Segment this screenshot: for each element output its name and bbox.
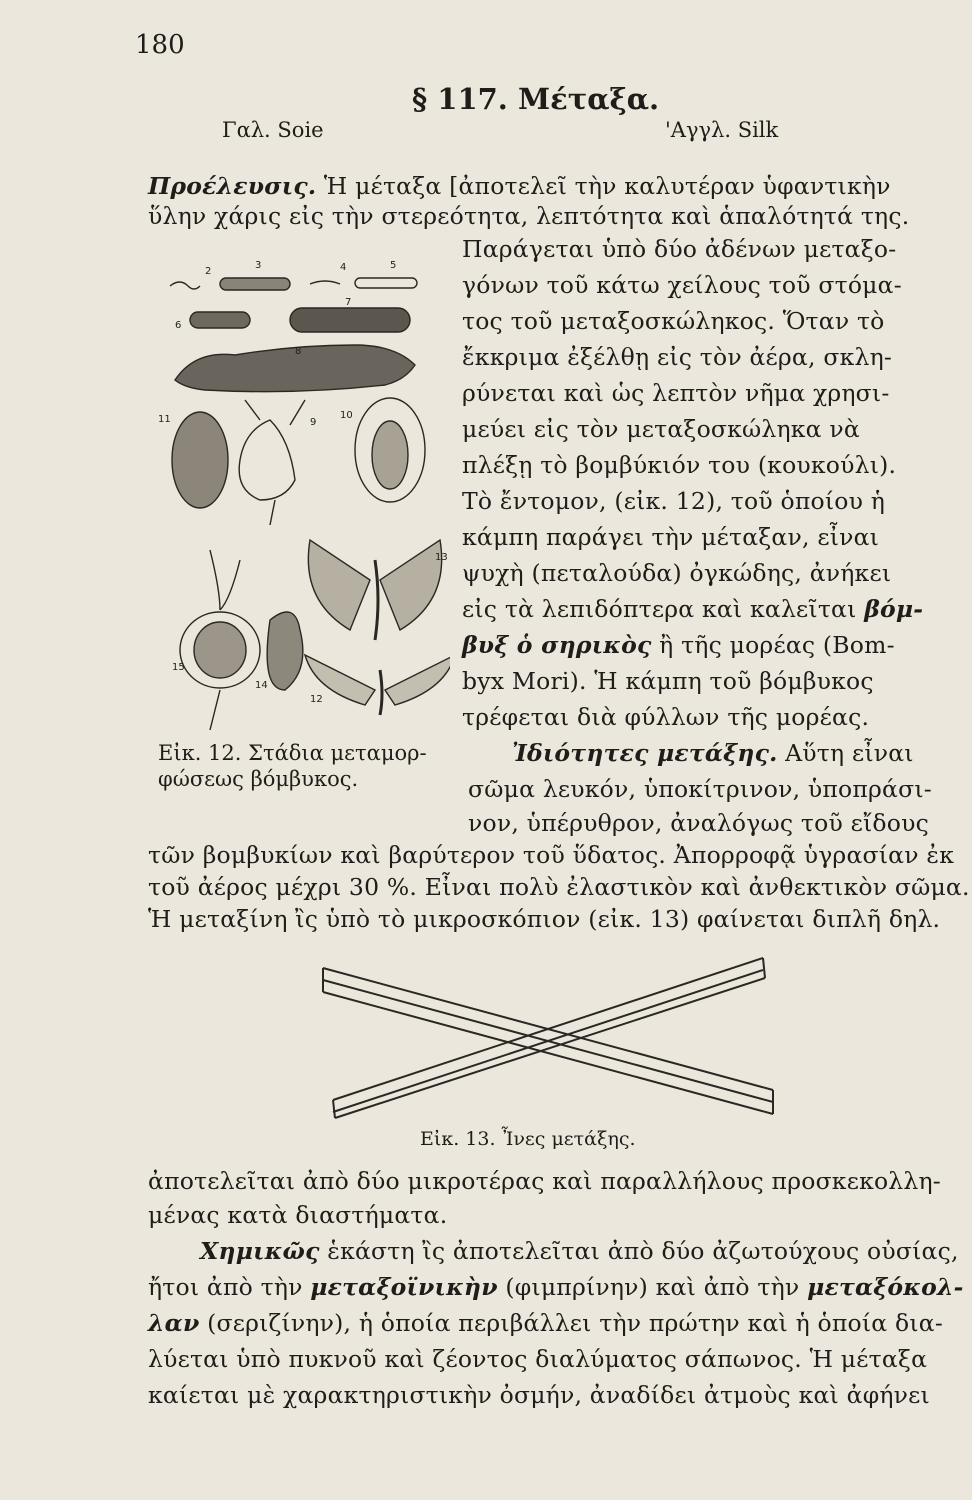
- figure-number: 9: [310, 417, 317, 428]
- french-term: Γαλ. Soie: [222, 118, 324, 142]
- body-line: byx Mori). Ἡ κάμπη τοῦ βόμβυκος: [462, 667, 874, 695]
- moth-body-13: [375, 560, 378, 640]
- body-line: Προέλευσις. Ἡ μέταξα [ἀποτελεῖ τὴν καλυτέραν ὑφαντικὴν: [148, 172, 891, 200]
- body-line: σῶμα λευκόν, ὑποκίτρινον, ὑποπράσι-: [468, 775, 932, 803]
- page-number: 180: [135, 30, 185, 60]
- english-term: 'Αγγλ. Silk: [665, 118, 779, 142]
- body-line: Τὸ ἔντομον, (εἰκ. 12), τοῦ ὁποίου ἡ: [462, 487, 886, 515]
- figure-number: 4: [340, 262, 347, 273]
- term-bombyx: βόμ-: [864, 595, 924, 623]
- moth-body-12: [380, 670, 382, 715]
- body-line: Ἰδιότητες μετάξης. Αὕτη εἶναι: [512, 739, 914, 767]
- figure-13-caption: Εἰκ. 13. Ἶνες μετάξης.: [420, 1128, 636, 1150]
- body-line: τος τοῦ μεταξοσκώληκος. Ὅταν τὸ: [462, 307, 885, 335]
- body-line: πλέξῃ τὸ βομβύκιόν του (κουκούλι).: [462, 451, 897, 479]
- body-line: τοῦ ἀέρος μέχρι 30 %. Εἶναι πολὺ ἐλαστικὸν καὶ ἀνθεκτικὸν σῶμα.: [148, 873, 970, 901]
- body-line: τῶν βομβυκίων καὶ βαρύτερον τοῦ ὕδατος. Ἀπορροφᾷ ὑγρασίαν ἐκ: [148, 841, 955, 869]
- body-line: λύεται ὑπὸ πυκνοῦ καὶ ζέοντος διαλύματος σάπωνος. Ἡ μέταξα: [148, 1345, 928, 1373]
- figure-number: 15: [172, 662, 185, 673]
- figure-number: 11: [158, 414, 171, 425]
- moth-12: [305, 655, 450, 705]
- cocoon-11: [172, 412, 228, 508]
- term-sericin: μεταξόκολ-: [807, 1273, 964, 1301]
- term-origin: Προέλευσις.: [148, 172, 317, 200]
- fiber-b-center: [333, 970, 763, 1112]
- silkworm-stages-illustration: [150, 250, 450, 730]
- fiber-a-edge-2: [323, 992, 773, 1114]
- silk-fibers-illustration: [313, 950, 783, 1120]
- pupa-14: [267, 612, 303, 690]
- figure-12-caption: Εἰκ. 12. Στάδια μεταμορ- φώσεως βόμβυκος.: [158, 741, 427, 792]
- cocoon-inner-15: [194, 622, 246, 678]
- body-line: νον, ὑπέρυθρον, ἀναλόγως τοῦ εἴδους: [468, 809, 929, 837]
- body-line: ρύνεται καὶ ὡς λεπτὸν νῆμα χρησι-: [462, 379, 890, 407]
- fiber-b-edge-1: [333, 958, 763, 1100]
- figure-number: 3: [255, 260, 262, 271]
- term-bombyx-sirikos: βυξ ὁ σηρικὸς: [462, 631, 652, 659]
- figure-number: 12: [310, 694, 323, 705]
- larva-stage-7: [290, 308, 410, 332]
- body-line: βυξ ὁ σηρικὸς ἢ τῆς μορέας (Bom-: [462, 631, 895, 659]
- figure-number: 7: [345, 297, 352, 308]
- section-title: § 117. Μέταξα.: [412, 82, 660, 116]
- figure-number: 13: [435, 552, 448, 563]
- larva-stage-6: [190, 312, 250, 328]
- body-line: γόνων τοῦ κάτω χείλους τοῦ στόμα-: [462, 271, 902, 299]
- body-line: ψυχὴ (πεταλούδα) ὀγκώδης, ἀνήκει: [462, 559, 892, 587]
- body-line: ἀποτελεῖται ἀπὸ δύο μικροτέρας καὶ παραλλήλους προσκεκολλη-: [148, 1167, 941, 1195]
- larva-stage-2: [170, 282, 200, 289]
- pupa-10: [372, 421, 408, 489]
- figure-number: 5: [390, 260, 397, 271]
- body-line: Παράγεται ὑπὸ δύο ἀδένων μεταξο-: [462, 235, 897, 263]
- larva-stage-3: [220, 278, 290, 290]
- body-line: ἔκκριμα ἐξέλθῃ εἰς τὸν ἀέρα, σκλη-: [462, 343, 892, 371]
- body-line: μεύει εἰς τὸν μεταξοσκώληκα νὰ: [462, 415, 860, 443]
- body-line: μένας κατὰ διαστήματα.: [148, 1201, 448, 1229]
- moth-13: [308, 540, 441, 630]
- body-line: Χημικῶς ἑκάστη ἲς ἀποτελεῖται ἀπὸ δύο ἀζωτούχους οὐσίας,: [200, 1237, 959, 1265]
- body-line: κάμπη παράγει τὴν μέταξαν, εἶναι: [462, 523, 880, 551]
- figure-number: 10: [340, 410, 353, 421]
- fiber-b-edge-2: [335, 978, 765, 1118]
- larva-stage-4: [310, 281, 340, 284]
- term-chemically: Χημικῶς: [200, 1237, 320, 1265]
- figure-number: 2: [205, 266, 212, 277]
- silk-fibers-figure: [313, 950, 783, 1120]
- figure-number: 6: [175, 320, 182, 331]
- body-line: εἰς τὰ λεπιδόπτερα καὶ καλεῖται βόμ-: [462, 595, 924, 623]
- cocoon-9: [239, 420, 295, 500]
- body-line: τρέφεται διὰ φύλλων τῆς μορέας.: [462, 703, 870, 731]
- silkworm-stages-figure: [150, 250, 450, 730]
- twig-9: [245, 400, 305, 525]
- figure-number: 8: [295, 346, 302, 357]
- body-line: καίεται μὲ χαρακτηριστικὴν ὀσμήν, ἀναδίδει ἀτμοὺς καὶ ἀφήνει: [148, 1381, 930, 1409]
- body-line: ὕλην χάρις εἰς τὴν στερεότητα, λεπτότητα καὶ ἁπαλότητά της.: [148, 202, 910, 230]
- body-line: λαν (σεριζίνην), ἡ ὁποία περιβάλλει τὴν πρώτην καὶ ἡ ὁποία δια-: [148, 1309, 944, 1337]
- term-properties: Ἰδιότητες μετάξης.: [512, 739, 778, 767]
- body-line: Ἡ μεταξίνη ἲς ὑπὸ τὸ μικροσκόπιον (εἰκ. 13) φαίνεται διπλῆ δηλ.: [148, 905, 941, 933]
- figure-number: 14: [255, 680, 268, 691]
- body-line: ἤτοι ἀπὸ τὴν μεταξοϊνικὴν (φιμπρίνην) καὶ ἀπὸ τὴν μεταξόκολ-: [148, 1273, 964, 1301]
- larva-stage-5: [355, 278, 417, 288]
- term-fibroin: μεταξοϊνικὴν: [310, 1273, 498, 1301]
